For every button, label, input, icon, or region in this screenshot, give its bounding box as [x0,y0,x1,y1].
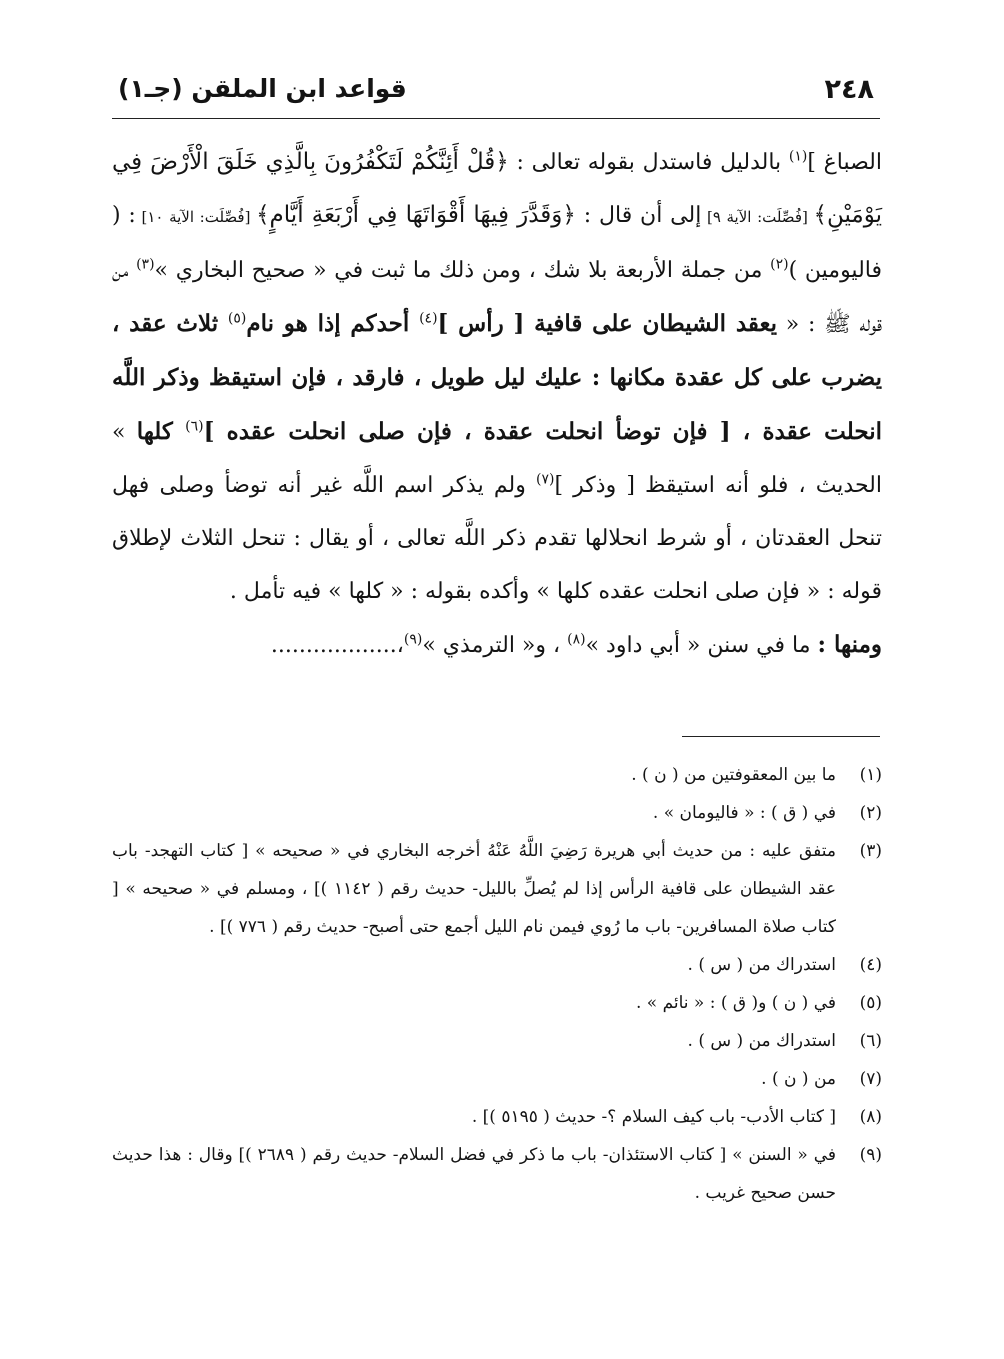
footnote-3 [112,832,882,946]
footnote-number: (١) [859,765,882,785]
quran-verse-1: ﴿قُلْ أَئِنَّكُمْ لَتَكْفُرُونَ بِالَّذِي خَلَقَ الْأَرْضَ فِي يَوْمَيْنِ﴾ [112,149,882,228]
text-segment: الصباغ ] [807,150,882,175]
footnote-ref-1: (١) [788,148,808,165]
footnote-text: استدراك من ( س ) . [687,955,836,975]
footnote-number: (٦) [859,1031,882,1051]
footnote-number: (٤) [859,955,882,975]
text-segment: » الحديث ، فلو أنه استيقظ [ وذكر ] [112,420,882,498]
section-lead: ومنها : [817,631,882,658]
text-segment: ما في سنن « أبي داود » [585,633,818,658]
footnote-4 [112,946,882,984]
page-number: ٢٤٨ [824,74,874,105]
footnote-ref-4: (٤) [419,310,438,327]
footnote-ref-6: (٦) [185,418,204,435]
hadith-text: كلها [136,418,186,445]
footnote-number: (٧) [859,1069,882,1089]
footnote-number: (٢) [859,803,882,823]
footnote-text: في ( ن ) و( ق ) : « نائم » . [635,993,836,1013]
footnote-ref-2: (٢) [770,256,789,273]
text-segment: من جملة الأربعة بلا شك ، ومن ذلك ما ثبت في « صحيح البخاري » [154,258,771,283]
paragraph-2 [112,618,882,672]
footnote-6 [112,1022,882,1060]
paragraph-1 [112,136,882,618]
footnote-ref-5: (٥) [227,310,247,327]
verse-citation-2: [فُصِّلَت: الآية ١٠] [135,208,257,226]
page-header [112,72,882,112]
footnote-number: (٣) [859,841,882,861]
footnote-ref-9: (٩) [403,631,423,648]
text-segment: : ( فاليومين ) [112,203,882,283]
footnote-ref-3: (٣) [136,256,155,273]
footnote-text: في « السنن » [ كتاب الاستئذان- باب ما ذكر في فضل السلام- حديث رقم ( ٢٦٨٩ )] وقال : هذا حديث حسن صحيح غريب . [112,1145,836,1203]
footnote-number: (٨) [859,1107,882,1127]
footnote-ref-7: (٧) [535,471,555,488]
text-segment: بالدليل فاستدل بقوله تعالى : [508,150,789,175]
footnote-text: من ( ن ) . [761,1069,836,1089]
text-segment: من قوله ﷺ : « [112,258,882,337]
footnote-text: متفق عليه : من حديث أبي هريرة رَضِيَ اللَّهُ عَنْهُ أخرجه البخاري في « صحيحه » [ كتاب التهجد- باب عقد الشيطان على قافية الرأس إذا لم يُصلِّ بالليل- حديث رقم ( ١١٤٢ )] ، ومسلم في « صحيحه » [ كتاب صلاة المسافرين- باب ما رُوي فيمن نام الليل أجمع حتى أصبح- حديث رقم ( ٧٧٦ )] . [112,841,836,937]
footnote-number: (٥) [859,993,882,1013]
running-title: قواعد ابن الملقن (جـ١) [118,74,407,103]
text-segment: ، و« الترمذي » [422,633,568,658]
footnote-ref-8: (٨) [567,631,586,648]
text-segment: إلى أن قال : [575,203,702,228]
continuation-dots: ،.................. [270,633,404,658]
footnote-separator [682,736,880,737]
hadith-text: أحدكم إذا هو نام [246,310,420,337]
quran-verse-2: ﴿وَقَدَّرَ فِيهَا أَقْوَاتَهَا فِي أَرْبَعَةِ أَيَّامٍ﴾ [256,202,576,228]
header-rule [112,118,880,119]
footnote-text: استدراك من ( س ) . [687,1031,836,1051]
footnotes [112,756,882,1212]
hadith-text: يعقد الشيطان على قافية [ رأس ] [437,310,778,337]
main-text [112,136,882,672]
footnote-text: في ( ق ) : « فاليومان » . [652,803,836,823]
footnote-9 [112,1136,882,1212]
footnote-5 [112,984,882,1022]
footnote-2 [112,794,882,832]
footnote-7 [112,1060,882,1098]
footnote-text: ما بين المعقوفتين من ( ن ) . [631,765,836,785]
footnote-1 [112,756,882,794]
footnote-8 [112,1098,882,1136]
footnote-text: [ كتاب الأدب- باب كيف السلام ؟- حديث ( ٥١٩٥ )] . [471,1107,836,1127]
verse-citation-1: [فُصِّلَت: الآية ٩] [701,208,814,226]
text-segment: ولم يذكر اسم اللَّه غير أنه توضأ وصلى فهل تنحل العقدتان ، أو شرط انحلالها تقدم ذكر اللَّه تعالى ، أو يقال : تنحل الثلاث لإطلاق قوله : « فإن صلى انحلت عقده كلها » وأكده بقوله : « كلها » فيه تأمل . [112,473,882,604]
hadith-text: ثلاث عقد ، يضرب على كل عقدة مكانها : عليك ليل طويل ، فارقد ، فإن استيقظ وذكر اللَّه انحلت عقدة ، [ فإن توضأ انحلت عقدة ، فإن صلى انحلت عقده ] [112,310,883,445]
footnote-number: (٩) [859,1145,882,1165]
